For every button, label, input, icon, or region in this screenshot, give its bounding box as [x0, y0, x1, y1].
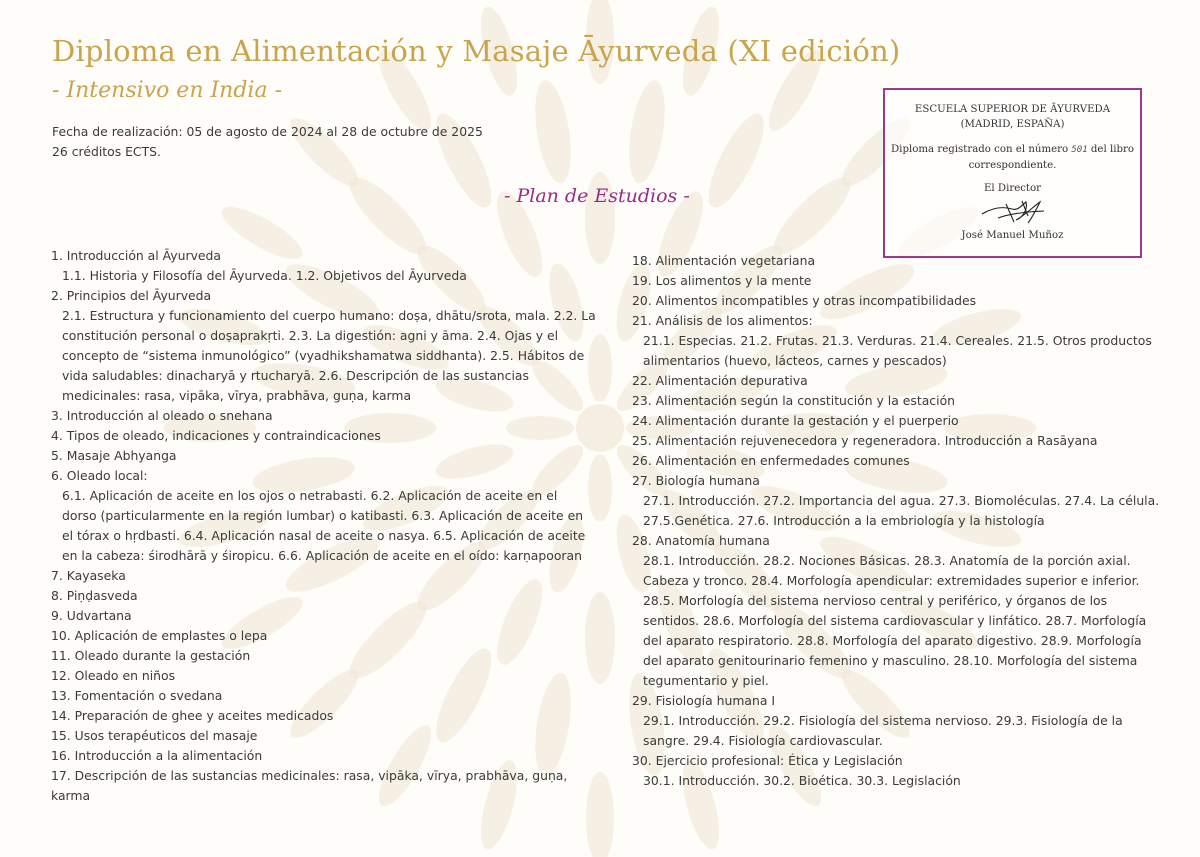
syllabus-subtopics: del aparato respiratorio. 28.8. Morfología del aparato digestivo. 28.9. Morfología — [643, 633, 1142, 648]
syllabus-item: 17. Descripción de las sustancias medicinales: rasa, vipāka, vīrya, prabhāva, guṇa, — [51, 768, 568, 783]
syllabus-subtopics: 28.5. Morfología del sistema nervioso central y periférico, y órganos de los — [643, 593, 1108, 608]
syllabus-subtopics: dorso (particularmente en la región lumbar) o katibasti. 6.3. Aplicación de aceite en — [62, 508, 584, 523]
syllabus-item: 29. Fisiología humana I — [632, 693, 776, 708]
syllabus-subtopics: constitución personal o doṣaprakṛti. 2.3. La digestión: agni y āma. 2.4. Ojas y el — [62, 328, 559, 343]
stamp-reg-before: Diploma registrado con el número — [891, 144, 1072, 155]
syllabus-item: 14. Preparación de ghee y aceites medicados — [51, 708, 334, 723]
plan-title: - Plan de Estudios - — [504, 185, 690, 207]
syllabus-item: 24. Alimentación durante la gestación y el puerperio — [632, 413, 959, 428]
syllabus-item: 2. Principios del Āyurveda — [51, 288, 212, 303]
stamp-school-location: (MADRID, ESPAÑA) — [960, 119, 1065, 130]
syllabus-item: 1. Introducción al Āyurveda — [51, 248, 221, 263]
syllabus-subtopics: tegumentario y piel. — [643, 673, 769, 688]
syllabus-item: 22. Alimentación depurativa — [632, 373, 808, 388]
syllabus-item: 28. Anatomía humana — [632, 533, 770, 548]
syllabus-item: 23. Alimentación según la constitución y la estación — [632, 393, 955, 408]
syllabus-item: 11. Oleado durante la gestación — [51, 648, 251, 663]
syllabus-subtopics: 6.1. Aplicación de aceite en los ojos o netrabasti. 6.2. Aplicación de aceite en el — [62, 488, 558, 503]
stamp-reg-after: del libro correspondiente. — [968, 144, 1134, 171]
course-dates: Fecha de realización: 05 de agosto de 2024 al 28 de octubre de 2025 — [52, 124, 483, 139]
syllabus-item: 5. Masaje Abhyanga — [51, 448, 177, 463]
diploma-title: Diploma en Alimentación y Masaje Āyurveda (XI edición) — [52, 34, 901, 68]
syllabus-subtopics: medicinales: rasa, vipāka, vīrya, prabhāva, guṇa, karma — [62, 388, 412, 403]
syllabus-item: 20. Alimentos incompatibles y otras incompatibilidades — [632, 293, 977, 308]
syllabus-subtopics: 27.1. Introducción. 27.2. Importancia del agua. 27.3. Biomoléculas. 27.4. La célula. — [643, 493, 1160, 508]
syllabus-item: karma — [51, 788, 91, 803]
syllabus-subtopics: 30.1. Introducción. 30.2. Bioética. 30.3. Legislación — [643, 773, 961, 788]
syllabus-item: 27. Biología humana — [632, 473, 760, 488]
syllabus-subtopics: 28.1. Introducción. 28.2. Nociones Básicas. 28.3. Anatomía de la porción axial. — [643, 553, 1131, 568]
syllabus-item: 16. Introducción a la alimentación — [51, 748, 263, 763]
registration-stamp — [883, 88, 1142, 258]
stamp-reg-number: 501 — [1071, 145, 1088, 155]
syllabus-subtopics: el tórax o hṛdbasti. 6.4. Aplicación nasal de aceite o nasya. 6.5. Aplicación de aceite — [62, 528, 586, 543]
stamp-director-label: El Director — [983, 183, 1042, 194]
syllabus-item: 9. Udvartana — [51, 608, 132, 623]
syllabus-item: 4. Tipos de oleado, indicaciones y contraindicaciones — [51, 428, 381, 443]
stamp-school-name: ESCUELA SUPERIOR DE ĀYURVEDA — [914, 104, 1111, 115]
syllabus-subtopics: 2.1. Estructura y funcionamiento del cuerpo humano: doṣa, dhātu/srota, mala. 2.2. La — [62, 308, 596, 323]
course-credits: 26 créditos ECTS. — [52, 144, 161, 159]
syllabus-subtopics: vida saludables: dinacharyā y rtucharyā. 2.6. Descripción de las sustancias — [62, 368, 529, 383]
course-info — [52, 122, 483, 162]
syllabus-item: 21. Análisis de los alimentos: — [632, 313, 813, 328]
syllabus-item: 26. Alimentación en enfermedades comunes — [632, 453, 910, 468]
syllabus-item: 12. Oleado en niños — [51, 668, 176, 683]
syllabus-subtopics: en la cabeza: śirodhārā y śiropicu. 6.6. Aplicación de aceite en el oído: karṇapooran — [62, 548, 582, 563]
director-signature — [978, 196, 1048, 226]
syllabus-subtopics: Cabeza y tronco. 28.4. Morfología apendicular: extremidades superior e inferior. — [643, 573, 1140, 588]
syllabus-item: 7. Kayaseka — [51, 568, 126, 583]
syllabus-item: 18. Alimentación vegetariana — [632, 253, 816, 268]
syllabus-item: 13. Fomentación o svedana — [51, 688, 223, 703]
syllabus-item: 6. Oleado local: — [51, 468, 148, 483]
syllabus-subtopics: 1.1. Historia y Filosofía del Āyurveda. 1.2. Objetivos del Āyurveda — [62, 268, 467, 283]
diploma-subtitle: - Intensivo en India - — [52, 78, 283, 103]
syllabus-subtopics: sentidos. 28.6. Morfología del sistema cardiovascular y linfático. 28.7. Morfología — [643, 613, 1147, 628]
syllabus-item: 3. Introducción al oleado o snehana — [51, 408, 273, 423]
syllabus-subtopics: del aparato genitourinario femenino y masculino. 28.10. Morfología del sistema — [643, 653, 1138, 668]
syllabus-item: 30. Ejercicio profesional: Ética y Legislación — [632, 753, 903, 768]
syllabus-subtopics: concepto de “sistema inmunológico” (vyadhikshamatwa siddhanta). 2.5. Hábitos de — [62, 348, 585, 363]
syllabus-subtopics: alimentarios (huevo, lácteos, carnes y pescados) — [643, 353, 947, 368]
syllabus-subtopics: 27.5.Genética. 27.6. Introducción a la embriología y la histología — [643, 513, 1045, 528]
syllabus-left-column — [51, 246, 601, 806]
syllabus-subtopics: sangre. 29.4. Fisiología cardiovascular. — [643, 733, 883, 748]
syllabus-subtopics: 29.1. Introducción. 29.2. Fisiología del sistema nervioso. 29.3. Fisiología de la — [643, 713, 1123, 728]
stamp-director-name: José Manuel Muñoz — [961, 230, 1064, 241]
syllabus-item: 8. Piṇḍasveda — [51, 588, 138, 603]
stamp-registration-text — [885, 142, 1140, 173]
syllabus-subtopics: 21.1. Especias. 21.2. Frutas. 21.3. Verduras. 21.4. Cereales. 21.5. Otros productos — [643, 333, 1152, 348]
syllabus-item: 25. Alimentación rejuvenecedora y regeneradora. Introducción a Rasāyana — [632, 433, 1098, 448]
syllabus-item: 19. Los alimentos y la mente — [632, 273, 812, 288]
syllabus-item: 15. Usos terapéuticos del masaje — [51, 728, 258, 743]
syllabus-item: 10. Aplicación de emplastes o lepa — [51, 628, 268, 643]
syllabus-right-column — [632, 251, 1162, 791]
